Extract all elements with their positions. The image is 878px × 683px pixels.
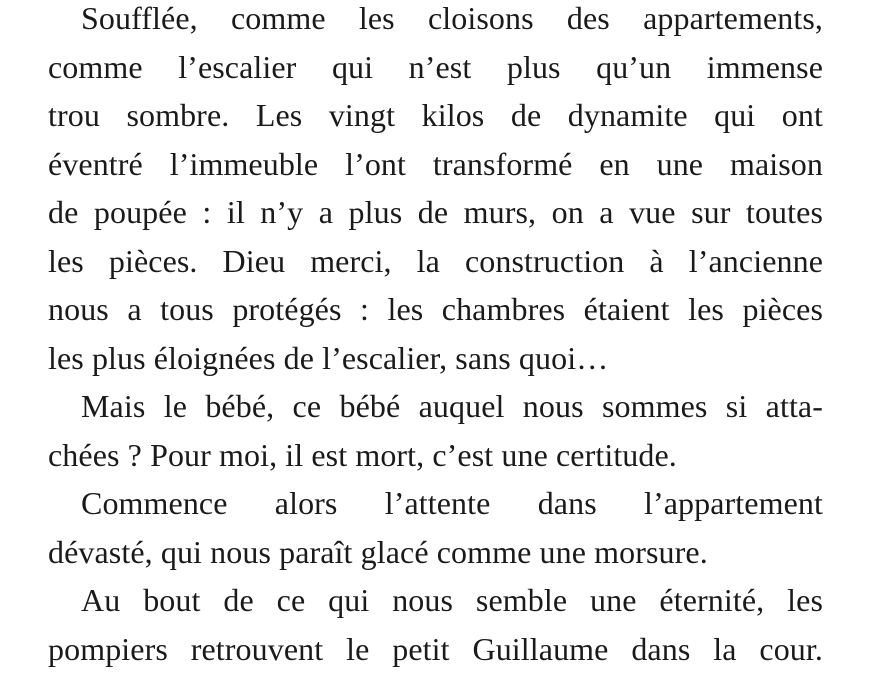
text-line: de poupée : il n’y a plus de murs, on a vue sur toutes bbox=[48, 194, 823, 230]
paragraph-4 bbox=[48, 576, 823, 673]
text-line: Soufflée, comme les cloisons des appartements, bbox=[81, 0, 823, 36]
paragraph-1 bbox=[48, 0, 823, 382]
text-line: Commence alors l’attente dans l’appartement bbox=[81, 485, 823, 521]
text-line: Mais le bébé, ce bébé auquel nous sommes si atta- bbox=[81, 388, 823, 424]
text-line: nous a tous protégés : les chambres étaient les pièces bbox=[48, 291, 823, 327]
text-line: les plus éloignées de l’escalier, sans quoi… bbox=[48, 339, 609, 376]
text-line: pompiers retrouvent le petit Guillaume dans la cour. bbox=[48, 630, 823, 667]
paragraph-2 bbox=[48, 382, 823, 479]
text-line: éventré l’immeuble l’ont transformé en une maison bbox=[48, 145, 823, 182]
text-block bbox=[48, 0, 823, 673]
text-line: dévasté, qui nous paraît glacé comme une morsure. bbox=[48, 533, 708, 570]
text-line: comme l’escalier qui n’est plus qu’un immense bbox=[48, 48, 823, 85]
text-line: les pièces. Dieu merci, la construction à l’ancienne bbox=[48, 242, 823, 279]
paragraph-3 bbox=[48, 479, 823, 576]
text-line: chées ? Pour moi, il est mort, c’est une certitude. bbox=[48, 436, 677, 473]
text-line: trou sombre. Les vingt kilos de dynamite qui ont bbox=[48, 97, 823, 133]
text-line: Au bout de ce qui nous semble une éternité, les bbox=[81, 582, 823, 618]
